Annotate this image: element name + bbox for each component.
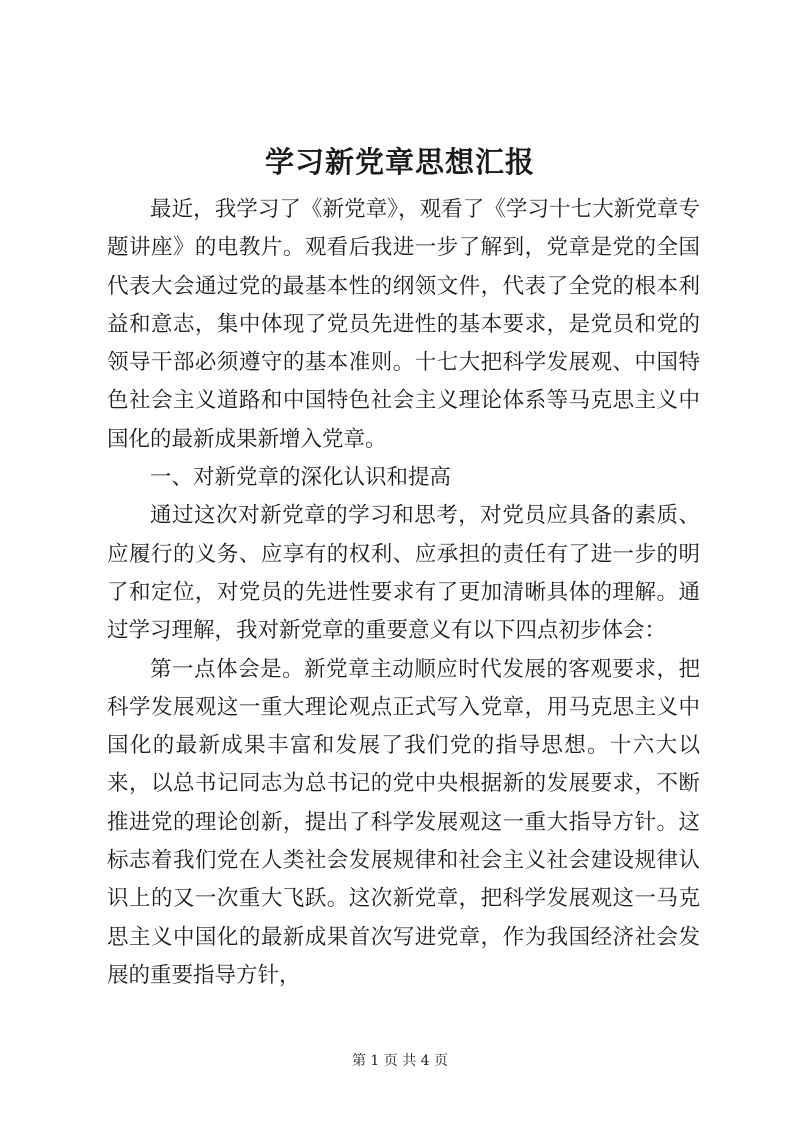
section-heading: 一、对新党章的深化认识和提高 [150,465,452,491]
paragraph-first-point: 第一点体会是。新党章主动顺应时代发展的客观要求，把科学发展观这一重大理论观点正式写入党章，用马克思主义中国化的最新成果丰富和发展了我们党的指导思想。十六大以来，以总书记同志为总书记的党中央根据新的发展要求，不断推进党的理论创新，提出了科学发展观这一重大指导方针。这标志着我们党在人类社会发展规律和社会主义社会建设规律认识上的又一次重大飞跃。这次新党章，把科学发展观这一马克思主义中国化的最新成果首次写进党章，作为我国经济社会发展的重要指导方针， [107,656,700,988]
paragraph-understanding: 通过这次对新党章的学习和思考，对党员应具备的素质、应履行的义务、应享有的权利、应承担的责任有了进一步的明了和定位，对党员的先进性要求有了更加清晰具体的理解。通过学习理解，我对新党章的重要意义有以下四点初步体会： [107,503,700,644]
document-title: 学习新党章思想汇报 [264,145,535,179]
document-body [107,191,700,995]
page-footer: 第 1 页 共 4 页 [351,1053,449,1069]
paragraph-intro: 最近，我学习了《新党章》，观看了《学习十七大新党章专题讲座》的电教片。观看后我进一步了解到，党章是党的全国代表大会通过党的最基本性的纲领文件，代表了全党的根本利益和意志，集中体现了党员先进性的基本要求，是党员和党的领导干部必须遵守的基本准则。十七大把科学发展观、中国特色社会主义道路和中国特色社会主义理论体系等马克思主义中国化的最新成果新增入党章。 [107,197,700,452]
